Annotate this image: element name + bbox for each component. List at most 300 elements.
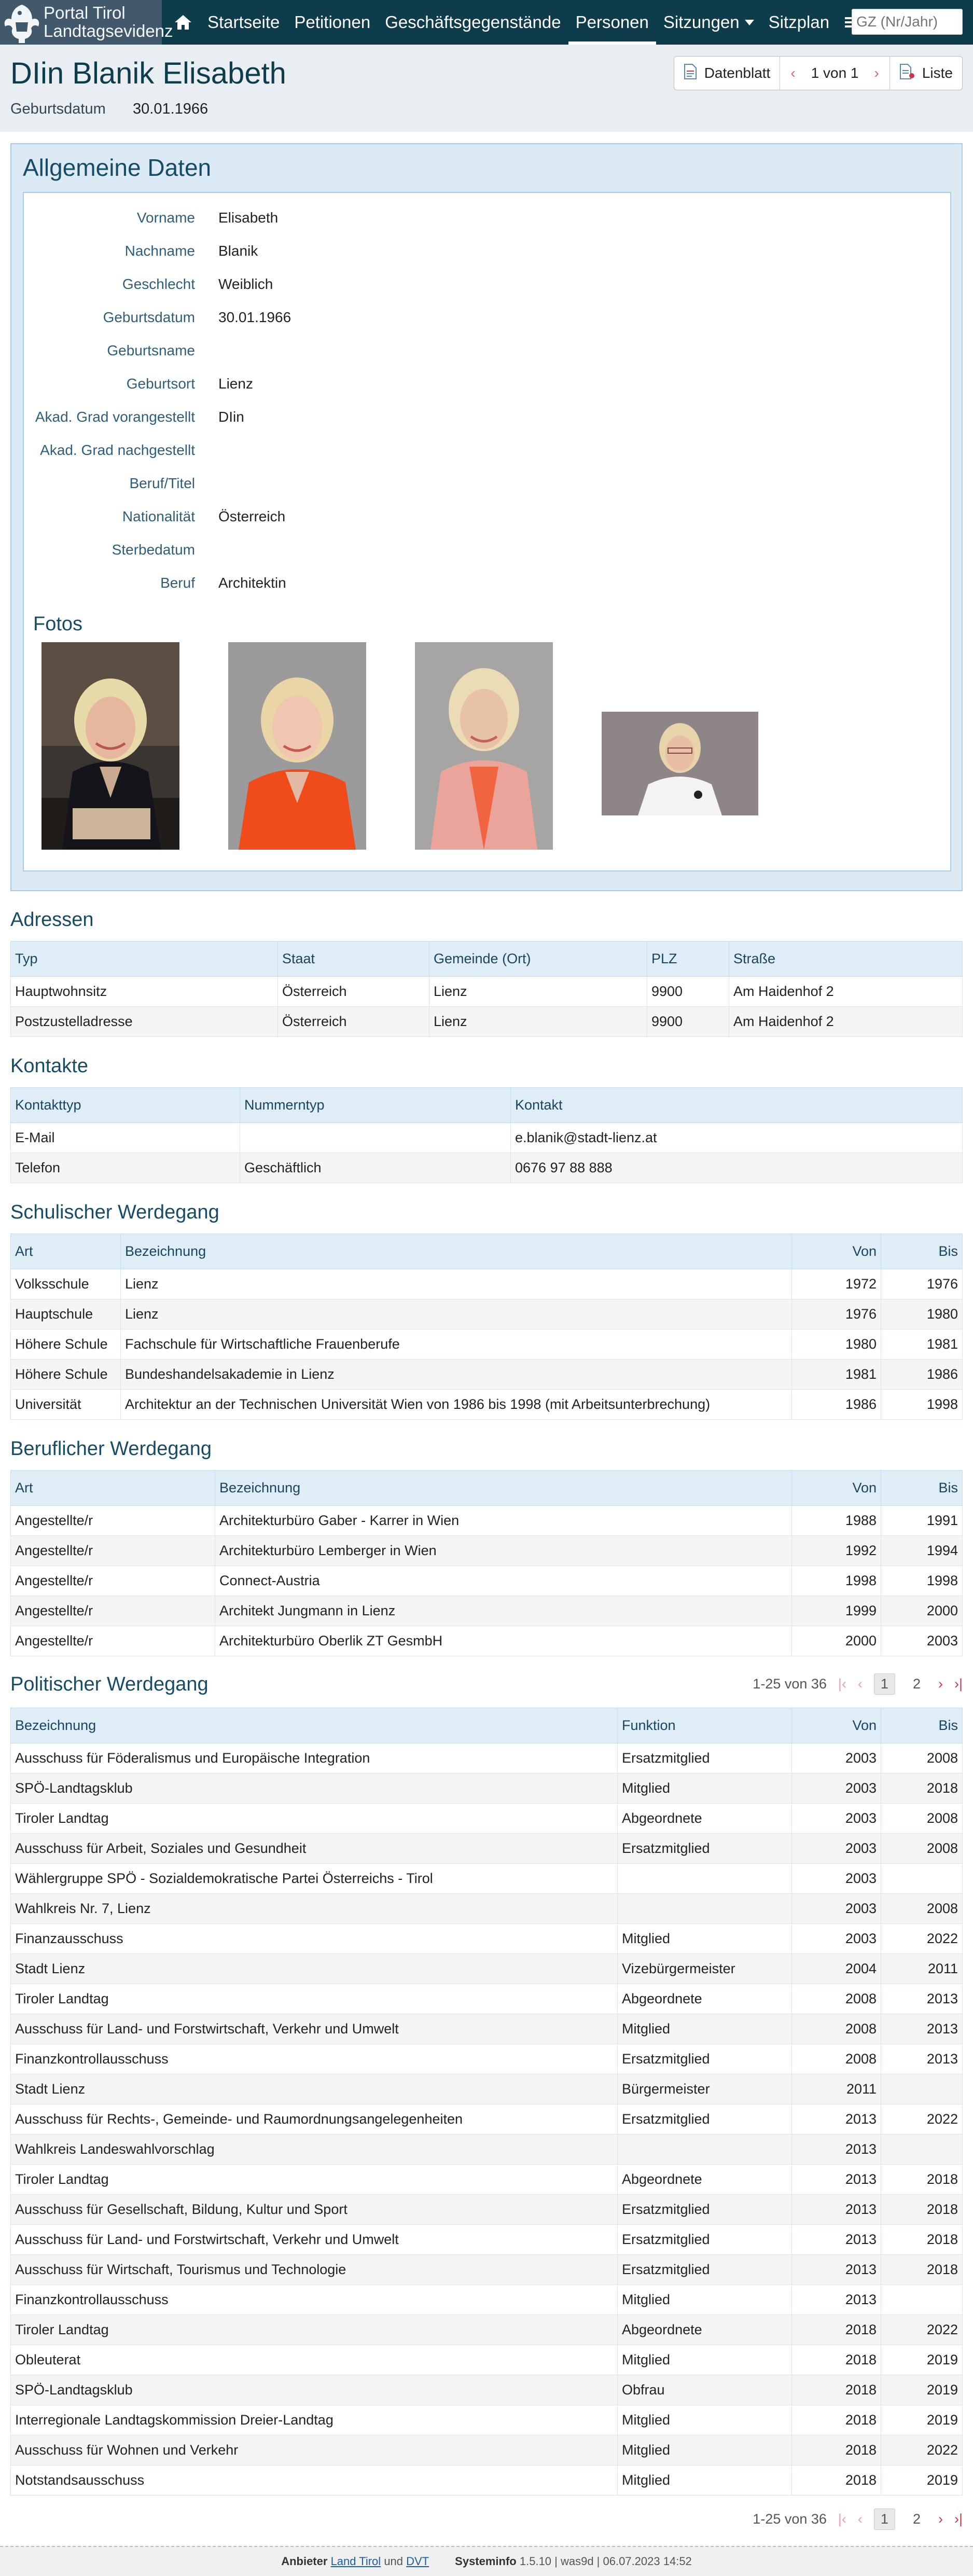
cell: 2013 [792, 2135, 881, 2165]
col-kontakttyp[interactable]: Kontakttyp [11, 1088, 240, 1123]
cell: Mitglied [618, 2014, 792, 2044]
cell: SPÖ-Landtagsklub [11, 1774, 618, 1804]
col-bis[interactable]: Bis [881, 1471, 963, 1506]
table-row [11, 1954, 963, 1984]
cell: 2004 [792, 1954, 881, 1984]
cell: 2019 [881, 2345, 963, 2375]
col-art[interactable]: Art [11, 1471, 215, 1506]
field-value: Österreich [218, 508, 286, 524]
cell: Volksschule [11, 1269, 121, 1299]
school-table [10, 1234, 963, 1420]
col-art[interactable]: Art [11, 1234, 121, 1269]
table-row [11, 1626, 963, 1656]
cell: 2018 [792, 2375, 881, 2405]
cell: Notstandsausschuss [11, 2466, 618, 2496]
field-akad-grad-vor [24, 400, 906, 434]
nav-sitzungen[interactable] [656, 0, 761, 45]
table-row [11, 1984, 963, 2014]
cell: 2008 [792, 1984, 881, 2014]
col-staat[interactable]: Staat [278, 941, 429, 977]
page-1-button[interactable]: 1 [874, 1673, 895, 1695]
cell: Hauptschule [11, 1299, 121, 1329]
table-row [11, 1894, 963, 1924]
col-von[interactable]: Von [792, 1708, 881, 1743]
table-row [11, 2195, 963, 2225]
cell: 2008 [881, 1894, 963, 1924]
table-row [11, 1924, 963, 1954]
cell: Tiroler Landtag [11, 2315, 618, 2345]
cell: 2003 [792, 1864, 881, 1894]
field-geschlecht [24, 268, 906, 301]
cell [618, 1864, 792, 1894]
cell: Angestellte/r [11, 1626, 215, 1656]
cell: 2018 [792, 2466, 881, 2496]
cell: E-Mail [11, 1123, 240, 1153]
cell: 2018 [881, 2195, 963, 2225]
col-gemeinde[interactable]: Gemeinde (Ort) [429, 941, 647, 977]
cell: Universität [11, 1390, 121, 1420]
cell: 9900 [647, 977, 729, 1007]
cell: Ausschuss für Föderalismus und Europäische Integration [11, 1743, 618, 1774]
brand-line2: Landtagsevidenz [44, 21, 173, 40]
cell: 2018 [792, 2435, 881, 2466]
liste-label: Liste [922, 65, 953, 81]
systeminfo-label: Systeminfo [455, 2555, 517, 2568]
datenblatt-button[interactable] [674, 57, 781, 90]
cell: Mitglied [618, 2285, 792, 2315]
field-value: Architektin [218, 575, 286, 591]
table-row [11, 1743, 963, 1774]
cell: 1998 [881, 1566, 963, 1596]
col-kontakt[interactable]: Kontakt [511, 1088, 963, 1123]
field-value: 30.01.1966 [218, 309, 291, 325]
table-row [11, 2285, 963, 2315]
liste-button[interactable] [890, 57, 962, 90]
table-row [11, 2044, 963, 2074]
cell: Ausschuss für Gesellschaft, Bildung, Kultur und Sport [11, 2195, 618, 2225]
cell: 2008 [792, 2044, 881, 2074]
table-row [11, 2375, 963, 2405]
nav-personen[interactable]: Personen [568, 0, 656, 45]
cell: Finanzkontrollausschuss [11, 2044, 618, 2074]
cell: Ausschuss für Rechts-, Gemeinde- und Raumordnungsangelegenheiten [11, 2104, 618, 2135]
cell: 1999 [792, 1596, 881, 1626]
table-row [11, 1506, 963, 1536]
field-value: Elisabeth [218, 210, 279, 226]
header-birthdate [10, 101, 208, 118]
col-funktion[interactable]: Funktion [618, 1708, 792, 1743]
field-value: DIin [218, 409, 244, 425]
cell: Bundeshandelsakademie in Lienz [121, 1360, 792, 1390]
political-pager-bottom [753, 2509, 963, 2530]
cell [618, 2135, 792, 2165]
land-tirol-link[interactable]: Land Tirol [330, 2555, 381, 2568]
cell: Ausschuss für Land- und Forstwirtschaft, Verkehr und Umwelt [11, 2014, 618, 2044]
cell: Obleuterat [11, 2345, 618, 2375]
table-row [11, 2225, 963, 2255]
political-pager-top [753, 1673, 963, 1695]
cell: 2013 [881, 1984, 963, 2014]
nav-petitionen[interactable]: Petitionen [294, 12, 371, 32]
first-page-icon[interactable]: |‹ [838, 1676, 846, 1692]
eagle-logo-icon [0, 0, 44, 45]
cell: 2013 [792, 2285, 881, 2315]
col-bis[interactable]: Bis [881, 1234, 963, 1269]
brand-text [44, 4, 173, 40]
cell: Tiroler Landtag [11, 1984, 618, 2014]
cell: Tiroler Landtag [11, 2165, 618, 2195]
contacts-table [10, 1087, 963, 1183]
cell: 1981 [792, 1360, 881, 1390]
table-row [11, 1360, 963, 1390]
cell: Mitglied [618, 2345, 792, 2375]
table-row [11, 2405, 963, 2435]
table-row [11, 1864, 963, 1894]
datenblatt-label: Datenblatt [704, 65, 771, 81]
portrait-photo-4[interactable] [602, 712, 758, 815]
cell: Ersatzmitglied [618, 2104, 792, 2135]
cell: 2018 [792, 2405, 881, 2435]
field-vorname [24, 201, 906, 234]
cell: Architekturbüro Gaber - Karrer in Wien [215, 1506, 792, 1536]
table-row [11, 1123, 963, 1153]
cell: Angestellte/r [11, 1536, 215, 1566]
cell: 2018 [792, 2315, 881, 2345]
cell: Architektur an der Technischen Universität Wien von 1986 bis 1998 (mit Arbeitsunterbrechung) [121, 1390, 792, 1420]
first-page-icon[interactable]: |‹ [838, 2511, 846, 2527]
page-2-button[interactable]: 2 [912, 1676, 921, 1692]
col-bis[interactable]: Bis [881, 1708, 963, 1743]
field-label: Geburtsdatum [103, 309, 195, 325]
cell: 1992 [792, 1536, 881, 1566]
field-label: Akad. Grad nachgestellt [40, 442, 195, 458]
cell: 2013 [792, 2255, 881, 2285]
next-record-icon[interactable]: › [874, 65, 879, 81]
table-row [11, 977, 963, 1007]
cell: Lienz [429, 977, 647, 1007]
col-bezeichnung[interactable]: Bezeichnung [11, 1708, 618, 1743]
und-text: und [384, 2555, 404, 2568]
field-nachname [24, 234, 906, 268]
cell: Ersatzmitglied [618, 2255, 792, 2285]
table-row [11, 1536, 963, 1566]
cell: 2003 [792, 1804, 881, 1834]
cell: 2008 [881, 1804, 963, 1834]
cell: Lienz [121, 1269, 792, 1299]
cell: Mitglied [618, 2466, 792, 2496]
field-geburtsdatum [24, 301, 906, 334]
birthdate-value: 30.01.1966 [133, 101, 208, 117]
cell: Tiroler Landtag [11, 1804, 618, 1834]
cell: 1986 [792, 1390, 881, 1420]
col-typ[interactable]: Typ [11, 941, 278, 977]
cell: 2019 [881, 2375, 963, 2405]
fotos-title: Fotos [33, 613, 83, 635]
cell: Höhere Schule [11, 1329, 121, 1360]
table-row [11, 1804, 963, 1834]
cell: Mitglied [618, 2435, 792, 2466]
cell [618, 1894, 792, 1924]
table-row [11, 2435, 963, 2466]
document-icon [684, 64, 697, 83]
cell: Wahlkreis Landeswahlvorschlag [11, 2135, 618, 2165]
cell: Postzustelladresse [11, 1007, 278, 1037]
cell: 2013 [881, 2014, 963, 2044]
table-row [11, 1007, 963, 1037]
cell: Abgeordnete [618, 2315, 792, 2345]
cell: 2018 [881, 2165, 963, 2195]
prev-page-icon[interactable]: ‹ [857, 1676, 863, 1692]
cell: Abgeordnete [618, 2165, 792, 2195]
cell: 9900 [647, 1007, 729, 1037]
cell: Abgeordnete [618, 1804, 792, 1834]
cell [881, 2074, 963, 2104]
table-header-row [11, 1471, 963, 1506]
career-table [10, 1470, 963, 1656]
cell: Angestellte/r [11, 1506, 215, 1536]
cell: Hauptwohnsitz [11, 977, 278, 1007]
table-row [11, 2345, 963, 2375]
field-sterbedatum [24, 533, 906, 566]
systeminfo-value: 1.5.10 | was9d | 06.07.2023 14:52 [519, 2555, 692, 2568]
prev-record-icon[interactable]: ‹ [790, 65, 796, 81]
cell: Bürgermeister [618, 2074, 792, 2104]
last-page-icon[interactable]: ›| [954, 2511, 963, 2527]
col-bezeichnung[interactable]: Bezeichnung [215, 1471, 792, 1506]
col-von[interactable]: Von [792, 1471, 881, 1506]
portrait-photo-2[interactable] [228, 642, 366, 850]
table-row [11, 1774, 963, 1804]
cell: Lienz [429, 1007, 647, 1037]
cell: 1991 [881, 1506, 963, 1536]
table-row [11, 1329, 963, 1360]
field-beruf-titel [24, 467, 906, 500]
top-navbar [0, 0, 973, 45]
cell: Angestellte/r [11, 1596, 215, 1626]
cell: 2011 [792, 2074, 881, 2104]
table-header-row [11, 1088, 963, 1123]
cell: Am Haidenhof 2 [729, 1007, 963, 1037]
cell: 2018 [881, 1774, 963, 1804]
cell: Finanzkontrollausschuss [11, 2285, 618, 2315]
addresses-title: Adressen [10, 909, 94, 931]
cell: 2003 [881, 1626, 963, 1656]
field-label: Beruf [160, 575, 195, 591]
cell: Ausschuss für Wirtschaft, Tourismus und Technologie [11, 2255, 618, 2285]
cell: Ersatzmitglied [618, 1743, 792, 1774]
political-table [10, 1708, 963, 2496]
table-row [11, 2074, 963, 2104]
field-label: Geburtsort [126, 376, 195, 392]
portrait-photo-1[interactable] [41, 642, 179, 850]
cell: Architekt Jungmann in Lienz [215, 1596, 792, 1626]
political-title: Politischer Werdegang [10, 1673, 208, 1695]
cell: 2022 [881, 2435, 963, 2466]
table-row [11, 1153, 963, 1183]
general-data-panel [10, 143, 963, 891]
cell: Mitglied [618, 1924, 792, 1954]
col-plz[interactable]: PLZ [647, 941, 729, 977]
general-data-title: Allgemeine Daten [23, 154, 212, 181]
cell: Wählergruppe SPÖ - Sozialdemokratische Partei Österreichs - Tirol [11, 1864, 618, 1894]
cell: Mitglied [618, 2405, 792, 2435]
table-row [11, 2135, 963, 2165]
next-page-icon[interactable]: › [938, 2511, 943, 2527]
footer-anbieter [281, 2555, 429, 2568]
cell: 1976 [792, 1299, 881, 1329]
cell: 1986 [881, 1360, 963, 1390]
field-label: Nachname [124, 243, 195, 259]
portrait-photo-3[interactable] [415, 642, 553, 850]
cell: Obfrau [618, 2375, 792, 2405]
table-row [11, 1596, 963, 1626]
cell: 2018 [881, 2255, 963, 2285]
cell: Ausschuss für Land- und Forstwirtschaft, Verkehr und Umwelt [11, 2225, 618, 2255]
field-akad-grad-nach [24, 434, 906, 467]
cell: 2008 [881, 1834, 963, 1864]
page-2-button[interactable]: 2 [912, 2511, 921, 2527]
cell: Finanzausschuss [11, 1924, 618, 1954]
field-geburtsname [24, 334, 906, 367]
cell: 2008 [881, 1743, 963, 1774]
cell: 2003 [792, 1924, 881, 1954]
cell: Österreich [278, 977, 429, 1007]
field-beruf [24, 566, 906, 600]
general-data-body [23, 192, 951, 871]
cell: Ausschuss für Arbeit, Soziales und Gesundheit [11, 1834, 618, 1864]
last-page-icon[interactable]: ›| [954, 1676, 963, 1692]
record-pager [780, 57, 890, 90]
next-page-icon[interactable]: › [938, 1676, 943, 1692]
record-pager-text: 1 von 1 [811, 65, 859, 81]
cell: 2018 [792, 2345, 881, 2375]
cell: 2022 [881, 2104, 963, 2135]
table-row [11, 1269, 963, 1299]
cell: Stadt Lienz [11, 2074, 618, 2104]
cell: 2000 [792, 1626, 881, 1656]
field-label: Geburtsname [107, 342, 195, 358]
cell [881, 2135, 963, 2165]
table-header-row [11, 1708, 963, 1743]
nav-startseite[interactable]: Startseite [207, 12, 280, 32]
cell: SPÖ-Landtagsklub [11, 2375, 618, 2405]
cell: 2013 [792, 2104, 881, 2135]
career-title: Beruflicher Werdegang [10, 1438, 212, 1460]
cell: Stadt Lienz [11, 1954, 618, 1984]
pager-info: 1-25 von 36 [753, 1676, 827, 1692]
page-1-button[interactable]: 1 [874, 2509, 895, 2530]
nav-sitzplan[interactable]: Sitzplan [768, 12, 830, 32]
cell: Am Haidenhof 2 [729, 977, 963, 1007]
cell: Lienz [121, 1299, 792, 1329]
cell: 2003 [792, 1774, 881, 1804]
cell: 1981 [881, 1329, 963, 1360]
prev-page-icon[interactable]: ‹ [857, 2511, 863, 2527]
cell: 2003 [792, 1894, 881, 1924]
cell: 2003 [792, 1834, 881, 1864]
cell: Architekturbüro Oberlik ZT GesmbH [215, 1626, 792, 1656]
cell: 2019 [881, 2405, 963, 2435]
cell: Connect-Austria [215, 1566, 792, 1596]
cell: Architekturbüro Lemberger in Wien [215, 1536, 792, 1566]
nav-geschaeftsgegenstaende[interactable]: Geschäftsgegenstände [385, 12, 561, 32]
home-icon[interactable] [166, 0, 200, 45]
dvt-link[interactable]: DVT [406, 2555, 429, 2568]
cell: 2000 [881, 1596, 963, 1626]
cell: Ersatzmitglied [618, 2195, 792, 2225]
anbieter-label: Anbieter [281, 2555, 328, 2568]
cell: 2003 [792, 1743, 881, 1774]
gz-search-input[interactable] [852, 9, 963, 35]
cell: 1976 [881, 1269, 963, 1299]
cell: 1980 [792, 1329, 881, 1360]
cell: 1998 [792, 1566, 881, 1596]
col-von[interactable]: Von [792, 1234, 881, 1269]
cell: 2011 [881, 1954, 963, 1984]
cell: 2022 [881, 1924, 963, 1954]
cell: 2019 [881, 2466, 963, 2496]
table-row [11, 2165, 963, 2195]
cell: Höhere Schule [11, 1360, 121, 1390]
cell: Interregionale Landtagskommission Dreier-Landtag [11, 2405, 618, 2435]
cell: Ausschuss für Wohnen und Verkehr [11, 2435, 618, 2466]
table-header-row [11, 1234, 963, 1269]
table-row [11, 2466, 963, 2496]
field-label: Geschlecht [122, 276, 195, 292]
cell: Geschäftlich [240, 1153, 511, 1183]
cell: 0676 97 88 888 [511, 1153, 963, 1183]
cell: Ersatzmitglied [618, 2225, 792, 2255]
cell: Vizebürgermeister [618, 1954, 792, 1984]
cell: 1994 [881, 1536, 963, 1566]
cell: 1980 [881, 1299, 963, 1329]
nav-sitzungen-label: Sitzungen [663, 12, 740, 32]
field-label: Vorname [136, 210, 195, 226]
cell: 1988 [792, 1506, 881, 1536]
table-row [11, 1299, 963, 1329]
cell: 2008 [792, 2014, 881, 2044]
footer [0, 2546, 973, 2576]
table-row [11, 2315, 963, 2345]
list-document-icon [899, 64, 915, 83]
table-row [11, 2014, 963, 2044]
cell: 2022 [881, 2315, 963, 2345]
caret-down-icon [745, 20, 754, 25]
cell: 2018 [881, 2225, 963, 2255]
cell: Fachschule für Wirtschaftliche Frauenberufe [121, 1329, 792, 1360]
cell: Wahlkreis Nr. 7, Lienz [11, 1894, 618, 1924]
cell: 2013 [792, 2225, 881, 2255]
table-row [11, 1566, 963, 1596]
table-row [11, 1834, 963, 1864]
field-geburtsort [24, 367, 906, 400]
cell [881, 2285, 963, 2315]
birthdate-label: Geburtsdatum [10, 101, 106, 117]
field-nationalitaet [24, 500, 906, 533]
header-button-group [674, 56, 963, 90]
field-label: Nationalität [122, 508, 195, 524]
cell: 2013 [881, 2044, 963, 2074]
col-nummerntyp[interactable]: Nummerntyp [240, 1088, 511, 1123]
table-row [11, 2255, 963, 2285]
table-row [11, 1390, 963, 1420]
brand[interactable] [0, 0, 173, 45]
cell: e.blanik@stadt-lienz.at [511, 1123, 963, 1153]
col-bezeichnung[interactable]: Bezeichnung [121, 1234, 792, 1269]
cell: 1972 [792, 1269, 881, 1299]
cell: Ersatzmitglied [618, 1834, 792, 1864]
col-strasse[interactable]: Straße [729, 941, 963, 977]
